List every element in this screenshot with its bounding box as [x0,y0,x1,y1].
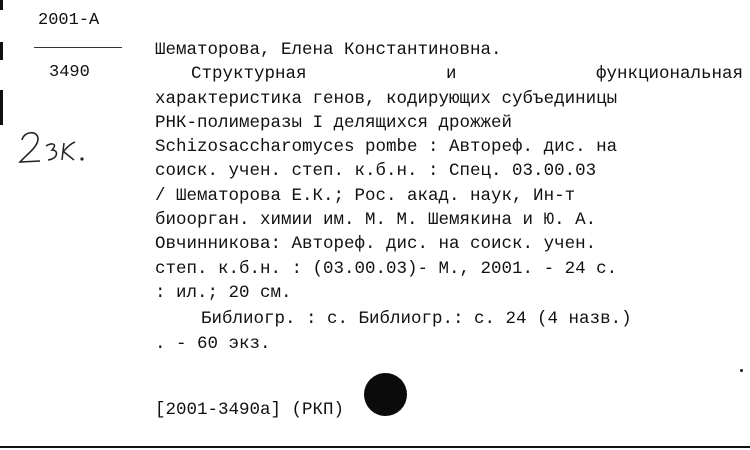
title-word: и [445,64,457,85]
card-edge-mark [0,42,3,60]
call-number-bottom: 3490 [49,63,90,82]
handwritten-note [14,122,98,180]
card-footer-id: [2001-3490а] (РКП) [155,400,345,420]
title-word: Структурная [191,64,307,85]
entry-line: : ил.; 20 см. [155,282,292,303]
call-number-divider [34,47,122,48]
entry-line: Овчинникова: Автореф. дис. на соиск. учен. [155,234,597,255]
catalog-entry [155,38,743,356]
title-word: функциональная [595,64,743,85]
entry-line: биоорган. химии им. М. М. Шемякина и Ю. А. [155,210,597,231]
call-number-top: 2001-A [38,11,100,30]
entry-line: / Шематорова Е.К.; Рос. акад. наук, Ин-т [155,185,576,206]
entry-line: характеристика генов, кодирующих субъединицы [155,88,618,109]
card-edge-mark [0,0,3,10]
entry-notes: Библиогр. : с. Библиогр.: с. 24 (4 назв.) [201,309,632,330]
entry-line: степ. к.б.н. : (03.00.03)- М., 2001. - 24 с. [155,258,618,279]
entry-line: соиск. учен. степ. к.б.н. : Спец. 03.00.03 [155,161,597,182]
entry-line: Schizosaccharomyces pombe : Автореф. дис. на [155,137,618,158]
card-edge-mark [0,90,3,125]
ink-blot [364,373,407,416]
entry-author: Шематорова, Елена Константиновна. [155,40,502,60]
entry-title-first-line [155,62,743,86]
card-bottom-edge [0,446,750,448]
entry-line: РНК-полимеразы I делящихся дрожжей [155,112,513,133]
entry-notes-cont: . - 60 экз. [155,333,271,354]
handwritten-copies-note-icon [14,122,98,180]
stray-dot [740,369,743,372]
